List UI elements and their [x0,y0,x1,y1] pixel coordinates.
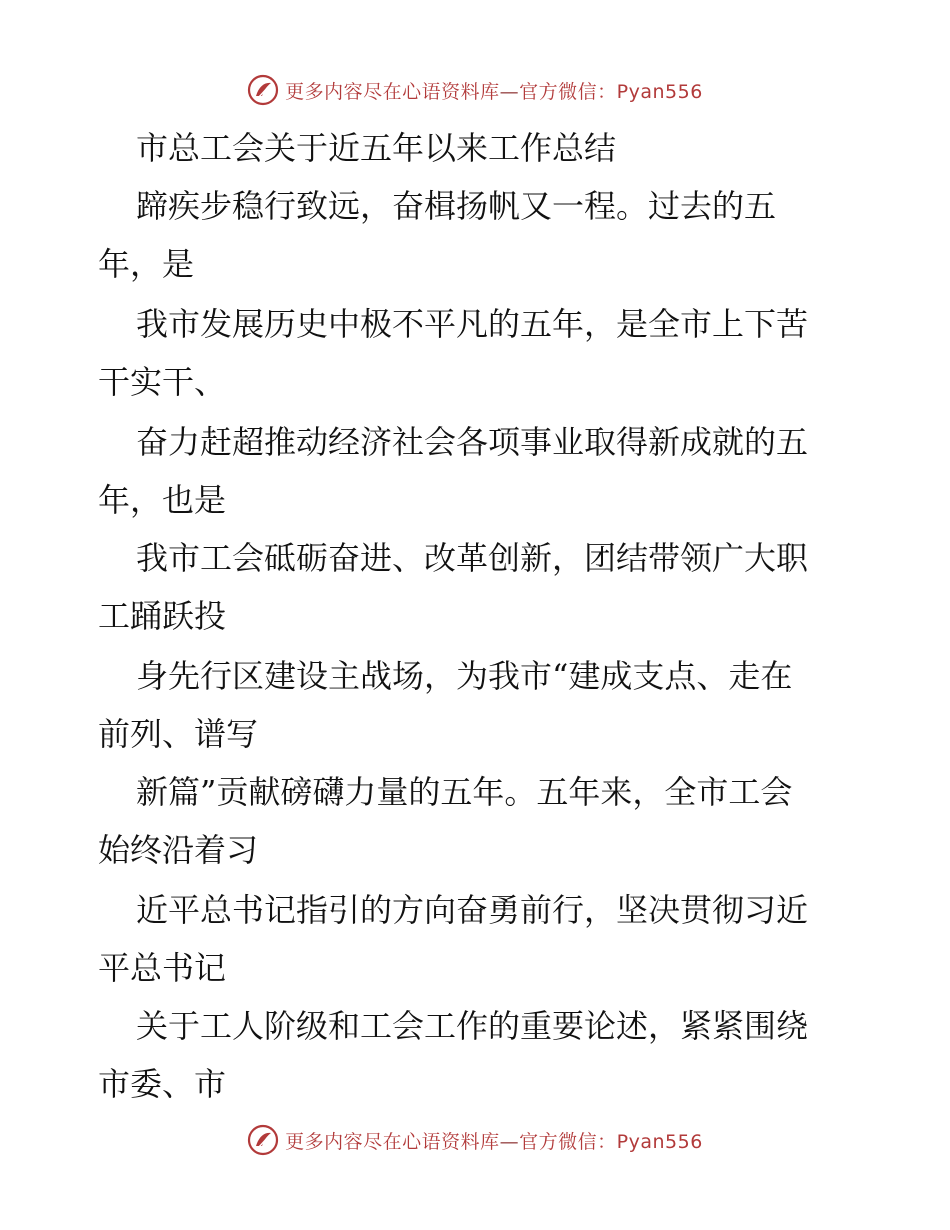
logo-icon [247,1124,279,1156]
paragraph-line: 年，是 [98,245,195,283]
paragraph-line: 身先行区建设主战场，为我市“建成支点、走在 [136,657,793,695]
paragraph-line: 关于工人阶级和工会工作的重要论述，紧紧围绕 [136,1007,809,1045]
paragraph-line: 前列、谱写 [98,715,259,753]
paragraph-line: 新篇”贡献磅礴力量的五年。五年来，全市工会 [136,773,793,811]
watermark-banner-bottom [0,1122,950,1158]
document-title: 市总工会关于近五年以来工作总结 [136,129,617,167]
logo-icon [247,74,279,106]
paragraph-line: 奋力赶超推动经济社会各项事业取得新成就的五 [136,423,809,461]
paragraph-line: 平总书记 [98,949,227,987]
paragraph-line: 年，也是 [98,481,227,519]
watermark-text: 更多内容尽在心语资料库—官方微信：Pyan556 [285,1130,703,1153]
watermark-banner-top [0,72,950,108]
watermark-text: 更多内容尽在心语资料库—官方微信：Pyan556 [285,80,703,103]
paragraph-line: 我市工会砥砺奋进、改革创新，团结带领广大职 [136,539,809,577]
paragraph-line: 市委、市 [98,1065,227,1103]
paragraph-line: 始终沿着习 [98,831,259,869]
paragraph-line: 近平总书记指引的方向奋勇前行，坚决贯彻习近 [136,891,809,929]
paragraph-line: 蹄疾步稳行致远，奋楫扬帆又一程。过去的五 [136,187,777,225]
paragraph-line: 工踊跃投 [98,597,227,635]
paragraph-line: 我市发展历史中极不平凡的五年，是全市上下苦 [136,305,809,343]
paragraph-line: 干实干、 [98,363,227,401]
